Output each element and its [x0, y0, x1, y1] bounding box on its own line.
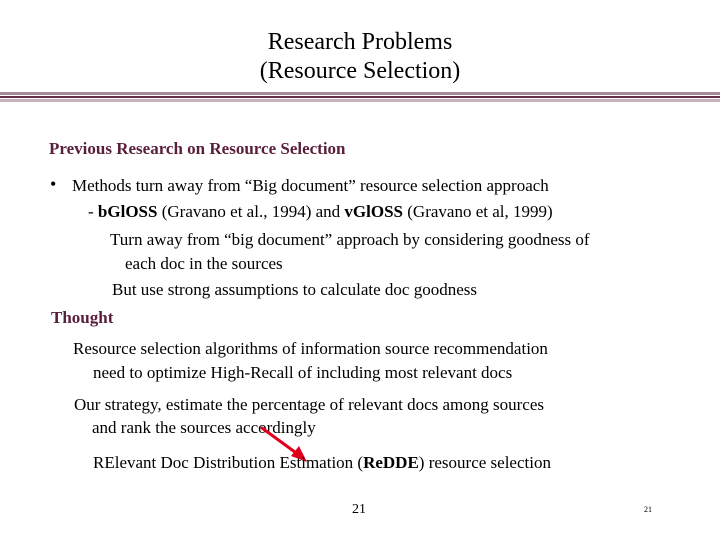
- redde-prefix: RElevant Doc Distribution Estimation (: [93, 453, 364, 472]
- assumptions-line: But use strong assumptions to calculate doc goodness: [112, 280, 477, 299]
- gloss-references-line: [88, 201, 553, 223]
- bullet-methods-text: Methods turn away from “Big document” resource selection approach: [72, 176, 549, 195]
- thought-line-1: Resource selection algorithms of information source recommendation: [73, 339, 548, 358]
- title-line-2: (Resource Selection): [259, 58, 461, 84]
- slide-title: [0, 28, 720, 86]
- vgloss-term: vGlOSS: [344, 202, 403, 221]
- turn-away-line-2: each doc in the sources: [125, 254, 283, 273]
- page-number-center: 21: [352, 502, 366, 517]
- thought-line-2: need to optimize High-Recall of including most relevant docs: [93, 363, 513, 382]
- redde-suffix: ) resource selection: [418, 453, 551, 472]
- previous-research-heading: Previous Research on Resource Selection: [49, 139, 346, 158]
- bullet-marker: •: [50, 174, 57, 194]
- title-divider-top: [0, 92, 720, 95]
- page-number-right: 21: [644, 505, 652, 514]
- redde-line: [93, 452, 551, 474]
- turn-away-line-1: Turn away from “big document” approach by considering goodness of: [110, 230, 590, 249]
- redde-acronym: ReDDE: [363, 453, 419, 472]
- strategy-line-2: and rank the sources accordingly: [92, 418, 316, 437]
- sub-item-prefix: -: [88, 202, 98, 221]
- thought-heading: Thought: [51, 308, 114, 327]
- title-divider-middle: [0, 96, 720, 98]
- sub-item-mid: (Gravano et al., 1994) and: [157, 202, 345, 221]
- title-line-1: Research Problems: [267, 29, 453, 55]
- sub-item-suffix: (Gravano et al, 1999): [403, 202, 553, 221]
- strategy-line-1: Our strategy, estimate the percentage of relevant docs among sources: [74, 395, 544, 414]
- bgloss-term: bGlOSS: [97, 202, 158, 221]
- title-divider-bottom: [0, 99, 720, 102]
